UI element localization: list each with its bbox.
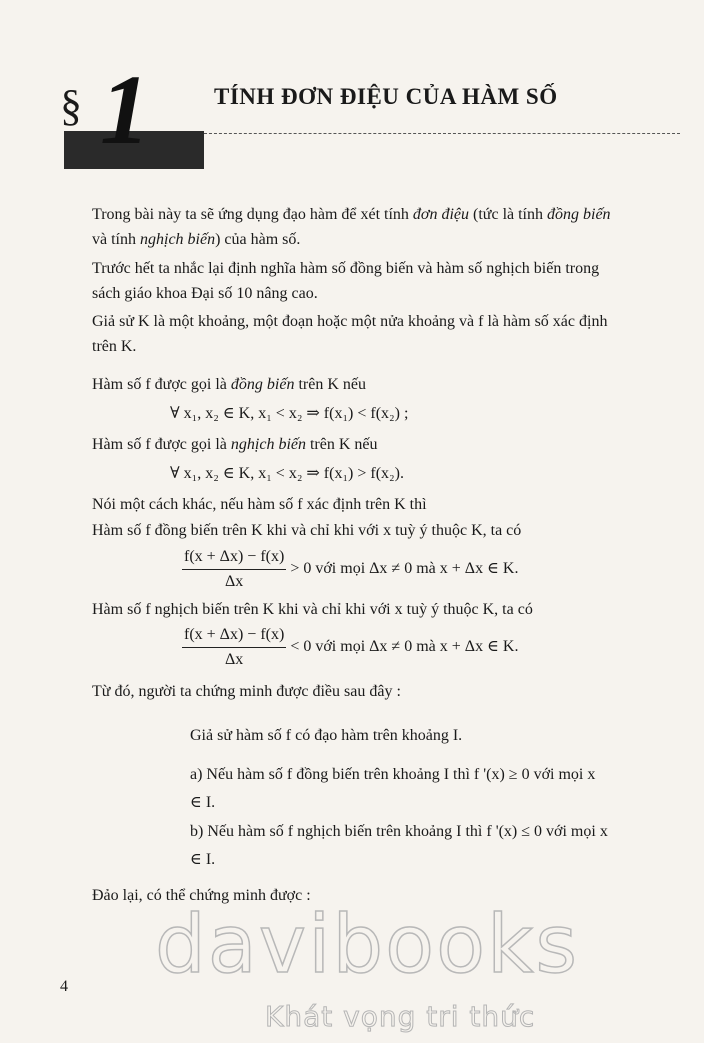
fraction-numerator-2: f(x + Δx) − f(x) bbox=[182, 624, 286, 648]
watermark-slogan: Khát vọng tri thức bbox=[265, 1000, 536, 1033]
theorem-intro: Giả sử hàm số f có đạo hàm trên khoảng I. bbox=[190, 727, 463, 744]
decreasing-definition: Hàm số f được gọi là nghịch biến trên K nếu bbox=[92, 436, 378, 453]
definition-intro-paragraph: Trước hết ta nhắc lại định nghĩa hàm số đồng biến và hàm số nghịch biến trong sách giáo khoa Đại số 10 nâng cao. bbox=[92, 260, 600, 302]
decreasing-condition: < 0 với mọi Δx ≠ 0 mà x + Δx ∈ K. bbox=[286, 638, 519, 656]
increasing-criterion: Hàm số f đồng biến trên K khi và chỉ khi với x tuỳ ý thuộc K, ta có bbox=[92, 522, 522, 539]
converse-paragraph: Đảo lại, có thể chứng minh được : bbox=[92, 887, 311, 904]
consequence-paragraph: Từ đó, người ta chứng minh được điều sau đây : bbox=[92, 683, 401, 700]
increasing-definition: Hàm số f được gọi là đồng biến trên K nếu bbox=[92, 376, 366, 393]
theorem-part-a: a) Nếu hàm số f đồng biến trên khoảng I thì f '(x) ≥ 0 với mọi x ∈ I. bbox=[190, 766, 596, 811]
decreasing-formula: ∀ x₁, x₂ ∈ K, x₁ < x₂ ⇒ f(x₁) > f(x₂). bbox=[170, 465, 404, 482]
assumption-paragraph: Giả sử K là một khoảng, một đoạn hoặc một nửa khoảng và f là hàm số xác định trên K. bbox=[92, 313, 608, 355]
difference-quotient-2 bbox=[182, 624, 286, 671]
fraction-numerator: f(x + Δx) − f(x) bbox=[182, 546, 286, 570]
fraction-denominator: Δx bbox=[225, 573, 244, 590]
intro-paragraph: Trong bài này ta sẽ ứng dụng đạo hàm để xét tính đơn điệu (tức là tính đồng biến và tính nghịch biến) của hàm số. bbox=[92, 206, 611, 248]
fraction-denominator-2: Δx bbox=[225, 651, 244, 668]
increasing-formula: ∀ x₁, x₂ ∈ K, x₁ < x₂ ⇒ f(x₁) < f(x₂) ; bbox=[170, 405, 409, 422]
decreasing-quotient-formula bbox=[182, 624, 518, 671]
section-sign: § bbox=[60, 81, 82, 130]
section-number: 1 bbox=[100, 54, 150, 165]
header-bar bbox=[64, 131, 680, 169]
decreasing-criterion: Hàm số f nghịch biến trên K khi và chỉ khi với x tuỳ ý thuộc K, ta có bbox=[92, 601, 533, 618]
watermark-logo: davibooks bbox=[155, 898, 580, 991]
header-rule bbox=[204, 133, 680, 136]
difference-quotient bbox=[182, 546, 286, 593]
theorem-part-b: b) Nếu hàm số f nghịch biến trên khoảng I thì f '(x) ≤ 0 với mọi x ∈ I. bbox=[190, 823, 608, 868]
page-title: TÍNH ĐƠN ĐIỆU CỦA HÀM SỐ bbox=[214, 84, 558, 109]
increasing-quotient-formula bbox=[182, 546, 518, 593]
increasing-condition: > 0 với mọi Δx ≠ 0 mà x + Δx ∈ K. bbox=[286, 560, 519, 578]
page-number: 4 bbox=[60, 978, 68, 995]
restatement-paragraph: Nói một cách khác, nếu hàm số f xác định trên K thì bbox=[92, 496, 427, 513]
